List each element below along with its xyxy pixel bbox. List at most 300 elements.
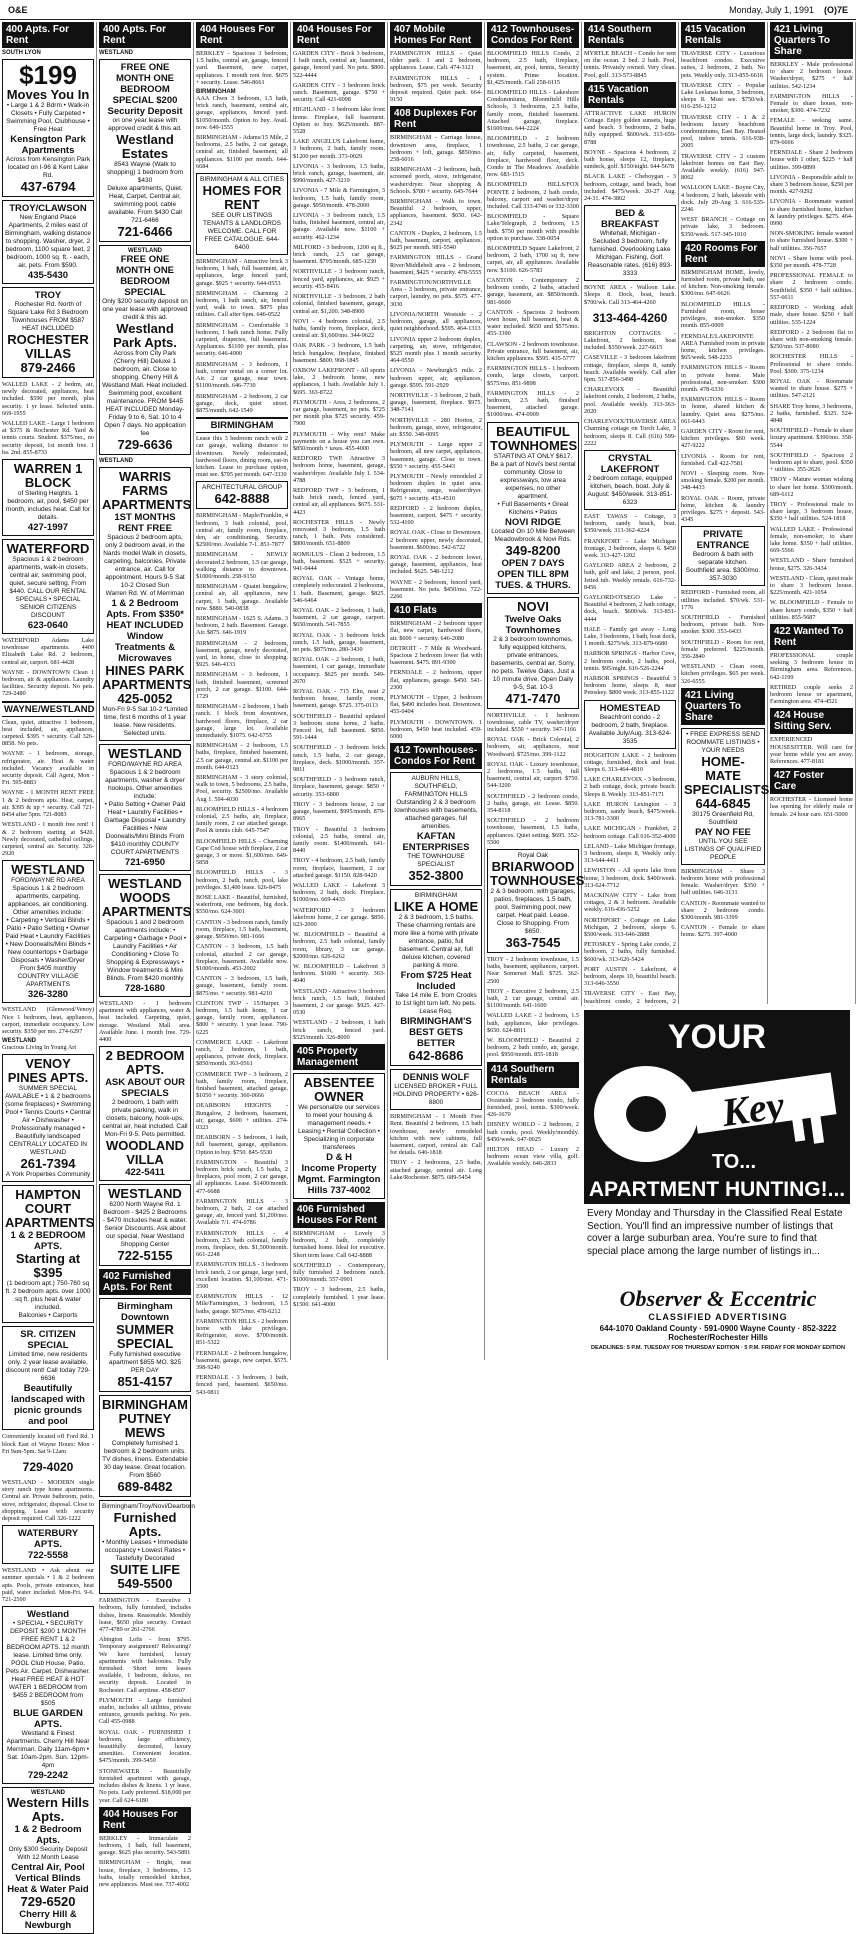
- ad-line: WESTLAND: [11, 862, 85, 878]
- ad-line: SUMMER SPECIAL: [116, 1322, 174, 1352]
- classified-ad: LELAND - Lake Michigan frontage, 3 bedroom, sleeps 8, Weekly only. 313-644-4411: [584, 842, 676, 865]
- promo-hunting: APARTMENT HUNTING!...: [588, 1178, 846, 1201]
- ad-line: 1 & 2 Bedroom Apts.: [14, 1824, 82, 1847]
- ad-line: 722-5155: [117, 1248, 173, 1264]
- ad-line: on one year lease with approved credit & this ad.: [108, 117, 182, 132]
- phone-number: 729-4020: [22, 1459, 74, 1474]
- ad-line: Completely furnished 1 bedroom & 2 bedroom units. TV dishes, linens. Extendable 30 day lease. Great location. From $560: [102, 1440, 188, 1480]
- display-ad: [2, 1054, 94, 1182]
- ad-line: BIRMINGHAM PUTNEY MEWS: [102, 1397, 188, 1441]
- classified-ad: LEWISTON - All sports lake front home, 3 bedroom, dock. $400/week. 313-624-7712: [584, 867, 676, 889]
- classified-ad: REDFORD TWP - 3 bedroom, 1 bath brick ranch, fenced yard, central air, all appliances. $675. 531-4423: [293, 486, 385, 516]
- classified-ad: BLOOMFIELD HILLS - Furnished room, house privileges, non-smoker. $350 month. 855-0009: [681, 300, 765, 330]
- key-icon: [584, 1010, 850, 1204]
- ad-line: Only $300 Security Deposit With 12 Month Lease: [8, 1846, 88, 1862]
- classified-ad: ROYAL OAK - 2 bedroom, 1 bath, basement, 1 car garage, immediate occupancy. $625 per month. 549-2670: [293, 656, 385, 685]
- display-ad: [99, 1500, 195, 1594]
- classified-ad: BIRMINGHAM - Maple/Franklin, 4 bedroom, 3 bath colonial, pool, central air, family room, fireplace, den, air conditioning. Security. $2500/mo. Available 7-1. 851-7877: [196, 512, 288, 549]
- ad-line: 363-7545: [505, 935, 561, 950]
- ad-line: BIRMINGHAM & ALL CITIES: [200, 176, 284, 184]
- classified-ad: TRAVERSE CITY - Luxurious beachfront condos. Executive suites, 2 bedroom, 2 bath. No pets. Weekly only. 313-855-6616: [681, 50, 765, 79]
- ad-line: Royal Oak: [517, 852, 549, 859]
- ad-line: Across from City Park (Cherry Hill) Deluxe 1 bedroom, air. Close to shopping. Cherry Hill & Westland Mall. Heat included. Swimming pool, excellent maintenance. FROM $445 HEAT INCLUDED Monday-Friday 9 to 6, Sat. 10 to 4 Open 7 days. No application fee: [102, 350, 188, 437]
- classified-ad: GARDEN CITY - Room for rent, kitchen privileges. $60 week. 427-9222: [681, 427, 765, 450]
- classified-ad: W. BLOOMFIELD - Beautiful 2 bedroom, 2 bath condo, air, garage, pool. $950/month. 855-1818: [487, 1037, 579, 1059]
- category-header: 404 Houses For Rent: [196, 22, 288, 48]
- ad-line: 2 & 3 bedroom, 1.5 baths. These charming rentals are more like a home with private entrance, patio, full basement. Central air, full deluxe kitchen, covered parking & more.: [393, 914, 479, 970]
- classified-ad: ROCHESTER - Licensed home has opening for elderly male or female. 24 hour care. 651-5000: [770, 796, 853, 818]
- classified-ad: FARMINGTON HILLS - Room in home, shared kitchen & laundry. Quiet area. $275/mo. 661-6443: [681, 396, 765, 425]
- classified-ad: ROYAL OAK - FURNISHED 1 bedroom, large efficiency, beautifully decorated, luxury amenities. Convenient location. $475/month. 399-5450: [99, 1728, 191, 1765]
- classified-ad: BIRMINGHAM - 1625 S. Adams. 3 bedroom, 2 bath. Basement. Garage. Air. $875. 646-1919: [196, 614, 288, 637]
- ad-line: Balconies • Carports: [18, 1312, 78, 1320]
- ad-line: HOMES FOR RENT: [202, 183, 282, 213]
- masthead: [0, 0, 856, 20]
- ad-line: Across from Kensington Park located on I-96 & Kent Lake Rd.: [5, 156, 91, 179]
- classified-ad: STONEWATER - Beautifully furnished apartment with garage, includes dishes & linens. 1 yr lease. No pets. Lady preferred. $18,000 per year. Call 624-6180: [99, 1767, 191, 1804]
- ad-line: 2 & 3 bedroom, with garages, patios, fireplaces, 1.5 bath, pool. Swimming pool, new carpet. Heat paid. Lease. Close to Shopping. From $650.: [490, 888, 576, 935]
- classified-ad: REDFORD - Furnished room, all utilities included. $70/wk. 531-1776: [681, 589, 765, 611]
- classified-ad: TRAVERSE CITY - East Bay, beachfront condo, 2 bedroom, 2: [584, 990, 676, 1005]
- ad-line: CRYSTAL LAKEFRONT: [600, 452, 660, 475]
- classified-ad: BERKLEY - Spacious 3 bedroom, 1.5 baths, central air, garage, fenced yard. Basement, new carpet, appliances. 1 month rent free. $675 + security. Lease. 546-8661: [196, 50, 288, 86]
- classified-ad: NOVI - 4 bedroom colonial, 2.5 baths, family room, fireplace, deck, central air. $1,600/mo. 344-9622: [293, 317, 385, 340]
- ad-line: Westland: [26, 1609, 70, 1621]
- display-ad: [2, 1787, 94, 1934]
- ad-line: 422-5411: [125, 1167, 165, 1179]
- display-ad: [487, 849, 585, 953]
- category-header: 414 Southern Rentals: [584, 22, 676, 48]
- classified-ad: FARMINGTON - Beautiful 3 bedroom brick ranch, 1.5 baths, 2 fireplaces, pool room, 2 car garage, all appliances. Lease. $1400/month. 477-6688: [196, 1158, 288, 1195]
- ad-line: 642-8888: [214, 491, 270, 507]
- classified-ad: LIVONIA - 7 Mile & Farmington, 3 bedroom, 1.5 bath, family room, garage. $950/month. 478-2000: [293, 187, 385, 209]
- ad-line: 2 & 3 bedroom townhomes, fully equipped kitchens, private entrances, basements, central air. Sorry, no pets. Twelve Oaks. Just a 10 minute drive. Open Daily 9-5, Sat. 10-3: [490, 635, 576, 691]
- ad-line: FORD/WAYNE RD AREA Spacious 1 & 2 bedroom apartments, washer & dryer hookups. Other amenities include:: [105, 761, 185, 800]
- display-ad: [2, 1326, 94, 1430]
- ad-line: D & H: [326, 1151, 352, 1163]
- classified-ad: ATTRACTIVE LAKE HURON Cottage. Enjoy golden sunsets, huge sand beach. 3 bedrooms, 2 baths, fully equipped. $600/wk. 313-659-8788: [584, 109, 676, 146]
- classified-ad: BERKLEY - Male professional to share 2 bedroom house. Washer/dryer, $275 + half utilities. 542-1234: [770, 61, 853, 90]
- ad-line: PRIVATE ENTRANCE: [696, 529, 750, 552]
- classified-ad: CASEVILLE - 3 bedroom lakefront cottage, fireplace, sleeps 8, sandy beach. Available weekly. Call after 6pm. 517-856-3498: [584, 354, 676, 384]
- category-header: 420 Rooms For Rent: [681, 241, 765, 267]
- classified-ad: PROFESSIONAL FEMALE to share 2 bedroom condo. Southfield. $350 + half utilities. 557-6611: [770, 272, 853, 301]
- classified-ad: FARMINGTON HILLS - 3 bedroom, 2 bath, 2 car attached garage, air, fenced yard. $1,200/mo. Available 7/1. 474-0786: [196, 1197, 288, 1227]
- display-ad: [2, 860, 94, 1003]
- classified-ad: HARBOR SPRINGS - Beautiful 3 bedroom home, sleeps 8, near Petoskey. $800 week. 313-855-1122: [584, 674, 676, 697]
- promo-key-illustration: [584, 1010, 850, 1204]
- display-ad: [2, 539, 94, 634]
- ad-line: Starting at $395: [15, 1251, 81, 1281]
- classified-ad: DEARBORN HEIGHTS - Bungalow, 2 bedroom, basement, air, garage, $600 + utilities. 274-0323: [196, 1102, 288, 1131]
- classified-ad: BLOOMFIELD HILLS - 4 bedroom colonial, 2.5 baths, air, fireplace, family room, 2 car attached garage. Pool & tennis club. 645-7547: [196, 805, 288, 835]
- ad-line: BIRMINGHAM: [414, 892, 458, 900]
- ad-line: 1 & 2 Bedroom Apts. From $350* HEAT INCLUDED Window Treatments & Microwaves: [106, 598, 184, 664]
- column-c9: [768, 22, 856, 1004]
- column-c5: [388, 22, 485, 1360]
- ad-line: Whitehall, Michigan - Secluded 3 bedroom, fully furnished. Overlooking Lake Michigan. Fishing, Golf. Reasonable rates. (616) 893-3333: [587, 230, 673, 278]
- classified-ad: BIRMINGHAM - Share 3 bedroom home with professional female. Washer/dryer. $350 + half utilities. 646-3131: [681, 867, 765, 897]
- classified-ad: TRAVERSE CITY - 1 & 2 bedroom luxury beachfront condominiums, East Bay. Heated pool, indoor tennis. 616-938-2005: [681, 113, 765, 150]
- ad-line: DENNIS WOLF: [402, 1072, 470, 1084]
- classified-ad: BLOOMFIELD - 2 bedroom townhouse, 2.5 baths, 2 car garage, air, fully carpeted, basement, fireplace, hardwood floor, deck. Condo in The Meadows. Available now. 683-1515: [487, 135, 579, 179]
- classified-ad: BLOOMFIELD - Square Lake/Telegraph, 2 bedroom, 1.5 bath. $750 per month with possible option to purchase. 338-0054: [487, 213, 579, 242]
- classified-ad: BIRMINGHAM - NEWLY decorated 2 bedroom, 1.5 car garage, walking distance to downtown. $1000/month. 258-9150: [196, 551, 288, 580]
- classified-ad: CHARLEVOIX - Beautiful lakefront condo, 2 bedroom, 2 baths, pool. Available weekly. 313-363-2020: [584, 386, 676, 415]
- promo-key-word: Key: [719, 1081, 787, 1136]
- classified-ad: ROYAL OAK - Luxury townhouse, 2 bedrooms, 1.5 baths, full basement, central air, carport. $750. 544-3200: [487, 760, 579, 790]
- classified-ad: LIVONIA - Roommate wanted to share furnished home, kitchen & laundry privileges. $275. 464-0990: [770, 198, 853, 228]
- classified-ad: WALLED LAKE - Lakefront 3 bedroom, 2 bath, dock. Fireplace. $1000/mo. 669-4433: [293, 881, 385, 904]
- classified-ad: W. BLOOMFIELD - Lakefront 3 bedroom. $1600 + security. 363-4040: [293, 962, 385, 985]
- ad-line: 6200 North Wayne Rd. 1 Bedroom - $425 2 Bedrooms - $470 Includes heat & water. Senior Discounts. Ask about our special. Near Westland Shopping Center: [102, 1201, 188, 1249]
- ad-line: NOVI: [517, 598, 549, 614]
- classified-ad: WATERFORD - 3 bedroom lakefront home, 2 car garage. $850. 623-2000: [293, 906, 385, 928]
- category-header: 412 Townhouses-Condos For Rent: [390, 743, 482, 769]
- classified-ad: BLOOMFIELD Square Lakefront, 2 bedroom, 2 bath, 1700 sq ft, new carpet, air, all appliances. Available now. $1100. 626-5783: [487, 245, 579, 274]
- classified-ad: BOSE LAKE - Beautiful, furnished, waterfront, one bedroom, big dock. $550/mo. 624-3001: [196, 894, 288, 916]
- classified-ad: PLYMOUTH - Large furnished studio, includes all utilities, private entrance, grounds parking. No pets. Call 455-0988: [99, 1696, 191, 1726]
- ad-line: Central Air, Pool Vertical Blinds Heat & Water Paid: [7, 1862, 89, 1896]
- ad-line: We personalize our services to meet your housing & management needs. • Leasing • Rental Collection • Specializing in corporate transferees: [298, 1103, 380, 1151]
- ad-line: 722-5558: [27, 1550, 69, 1562]
- ad-line: FORD/WAYNE RD AREA Spacious 1 & 2 bedroom apartments, carpeting, appliances, air conditioning. Other amenities include:: [7, 877, 89, 917]
- ad-line: Westland & Finest Apartments. Cherry Hill Near Merriman. Daily 11am-6pm • Sat. 10am-2pm. Sun. 12pm-4pm: [6, 1730, 90, 1770]
- classified-ad: WALLED LAKE - Professional female, non-smoker, to share lake home. $350 + half utilities. 669-5566: [770, 525, 853, 555]
- classified-ad: SOUTHFIELD - 2 bedroom townhouse, basement, 1.5 baths, appliances. Quiet setting. $695. 352-5500: [487, 817, 579, 846]
- classified-ad: PLYMOUTH - Area, 2 bedrooms, 2 car garage, basement, no pets. $725 per month plus $725 security. 459-7900: [293, 398, 385, 428]
- ad-line: WESTLAND: [31, 1790, 65, 1797]
- category-header: 421 Living Quarters To Share: [770, 22, 853, 59]
- ad-line: WESTLAND: [128, 248, 162, 254]
- classified-ad: CHARLEVOIX/TRAVERSE AREA Charming cottage on Torch Lake, 3 bedroom, sleeps 8. Call (616) 599-2222: [584, 418, 676, 447]
- ad-line: 879-2466: [20, 360, 76, 375]
- ad-line: OPEN 7 DAYS: [501, 557, 565, 569]
- ad-line: Spacious 1 and 2 bedroom apartments include: • Carpeting • Garbage • Pool • Laundry Facilities • Air Conditioning • Close To Shopping & Expressways • Window treatments & Mini Blinds. From $420 monthly: [103, 919, 187, 982]
- classified-ad: BIRMINGHAM - Walk to town. Beautiful 2 bedroom, upper, appliances, basement. $650. 642-2342: [390, 198, 482, 227]
- classified-ad: GARDEN CITY - 3 bedroom brick ranch. Basement, garage. $750 + security. Call 421-6098: [293, 81, 385, 104]
- display-ad: [2, 1606, 94, 1784]
- logo-name: Observer & Eccentric: [619, 1286, 817, 1311]
- classified-ad: WESTLAND - 1 month free rent! 1 & 2 bedroom starting at $420. Newly decorated, cathedral ceilings, carpeted, central air. Security. 326-2920: [2, 821, 94, 858]
- classified-ad: REDFORD - 2 bedroom flat to share with non-smoking female. $250/mo. 537-8080: [770, 328, 853, 351]
- ad-line: Westland Estates: [116, 132, 174, 161]
- classified-ad: BIRMINGHAM - 2 bedroom, basement, garage, newly decorated, yard, in home, close to shopping. $925. 646-4133: [196, 639, 288, 669]
- ad-line: Bedroom & bath with separate kitchen. Southfield area. $300/mo. 357-3030: [685, 551, 761, 583]
- ad-line: ARCHITECTURAL GROUP: [202, 484, 282, 492]
- ad-line: 30175 Greenfield Rd, Southfield: [692, 810, 754, 826]
- classified-ad: HIGHLAND - 3 bedroom lake front home. Fireplace, full basement. Option to buy. $625/month. 887-5528: [293, 106, 385, 136]
- display-ad: [681, 728, 770, 865]
- display-ad: [2, 1525, 94, 1564]
- classified-ad: REDFORD TWP. Attractive 3 bedroom home, basement, garage, washer/dryer. Available July 1. 534-4788: [293, 455, 385, 484]
- classified-ad: GAYLORD/OTSEGO Lake - Beautiful 4 bedroom, 2 bath cottage, dock, beach. $600/wk. 313-851-4444: [584, 593, 676, 623]
- display-ad: [2, 1185, 94, 1323]
- ad-line: • Patio Setting • Owner Paid Heat • Laundry Facilities • Garbage Disposal • Laundry Facilities • New Doorwalls/Mini Blinds From $410 monthly COUNTY COURT APARTMENTS: [104, 801, 186, 856]
- classified-ad: TRAVERSE CITY - 2 custom lakefront homes on East Bay. Available weekly. (616) 947-8062: [681, 152, 765, 182]
- classified-ad: TROY - 2 bedrooms, 2.5 baths, attached garage, central air. Long Lake/Rochester. $875. 689-5454: [390, 1159, 482, 1181]
- promo-deadline: DEADLINES: 5 P.M. TUESDAY FOR THURSDAY EDITION · 5 P.M. FRIDAY FOR MONDAY EDITION: [590, 1345, 846, 1351]
- ad-line: BEAUTIFUL TOWNHOMES: [490, 423, 578, 453]
- ad-line: 721-6950: [124, 857, 166, 868]
- classified-ad: BLOOMFIELD HILLS - Charming Cape Cod house with fireplace, 2 car garage, 3 or more. $1,600/mo. 649-5858: [196, 837, 288, 867]
- ad-line: • Large 1 & 2 Bdrm • Walk-in Closets • Fully Carpeted • Swimming Pool, Clubhouse • Free Heat: [6, 102, 90, 133]
- classified-ad: PLYMOUTH - Upper, 2 bedroom flat, $490 includes heat. Downtown. 455-0404: [390, 694, 482, 716]
- classified-ad: HILTON HEAD - Luxury 2 bedroom ocean view villa, golf. Available weekly. 646-2833: [487, 1146, 579, 1168]
- column-c2: [97, 22, 195, 1888]
- ad-line: STARTING AT ONLY $617. Be a part of Novi's best rental community. Close to expressways, low area expenses, no other apartment.: [490, 452, 576, 500]
- classified-ad: BLOOMFIELD HILLS/FOX POINTE 2 bedroom, 2 bath condo, balcony, carport and washer/dryer included. Call 333-4746 or 332-3300: [487, 181, 579, 211]
- display-ad: [99, 59, 191, 242]
- classified-ad: REDFORD - Working adult male, share house. $250 + half utilities. 535-1224: [770, 304, 853, 326]
- ad-line: WATERFORD: [6, 541, 90, 557]
- display-ad: [390, 889, 482, 1066]
- category-header: 407 Mobile Homes For Rent: [390, 22, 482, 48]
- ad-line: Cherry Hill & Newburgh: [19, 1909, 77, 1932]
- ad-line: WESTLAND: [108, 1186, 182, 1202]
- classified-ad: SOUTHFIELD - Furnished bedroom, private bath. Non-smoker. $300. 353-6433: [681, 613, 765, 636]
- classified-ad: ROYAL OAK - 715 Elm, neat 2 bedroom house, family room, basement, garage. $725. 375-0113: [293, 688, 385, 710]
- classified-ad: COCOA BEACH AREA - Oceanside 2 bedroom condo, fully furnished, pool, tennis. $300/week. 426-1670: [487, 1089, 579, 1119]
- city-label: WESTLAND: [99, 50, 133, 56]
- classified-ad: BIRMINGHAM - 2 bedroom, bath, screened porch, stove, refrigerator, washer/dryer. Near shopping & Schools. $780 + security. 645-7644: [390, 166, 482, 195]
- issue-date: Monday, July 1, 1991: [729, 4, 814, 15]
- ad-line: AUBURN HILLS, SOUTHFIELD, FARMINGTON HILLS: [404, 775, 468, 799]
- subheader: BIRMINGHAM: [196, 417, 288, 433]
- classified-ad: BLOOMFIELD HILLS - 3 bedroom, 2 bath, ranch, pool, lake privileges. $1,400 lease. 626-8475: [196, 869, 288, 891]
- classified-ad: WESTLAND - 2 bedroom, 1 bath brick ranch, fenced yard. $525/month. 326-8000: [293, 1019, 385, 1041]
- classified-ad: WAYNE - 2 bedroom, fenced yard, basement. No pets. $450/mo. 722-2266: [390, 578, 482, 600]
- ad-line: $199: [19, 60, 77, 90]
- promo-your: YOUR: [667, 1018, 767, 1056]
- category-header: 410 Flats: [390, 603, 482, 618]
- ad-line: WATERBURY APTS.: [17, 1528, 79, 1551]
- column-c8: [679, 22, 768, 1004]
- ad-line: Limited time, new residents only. 2 year lease available, discount rent! Call today 729-6636: [5, 1351, 91, 1383]
- ad-line: TROY/CLAWSON: [9, 203, 87, 214]
- classified-ad: DISNEY WORLD - 2 bedroom, 2 bath condo, pool. Weekly/monthly. $450/week. 647-0025: [487, 1121, 579, 1143]
- ad-line: 435-5430: [27, 270, 69, 281]
- ad-line: 721-6466: [117, 224, 173, 239]
- classified-ad: NOVI - Share home with pool. $350 per month. 478-7728: [770, 254, 853, 270]
- category-header: 400 Apts. For Rent: [99, 22, 191, 48]
- ad-line: WESTLAND: [108, 746, 182, 761]
- column-c6: [485, 22, 585, 1360]
- classified-ad: FARMINGTON HILLS - Grand River/Middlebelt area - 2 bedroom, basement, $425 + security. 478-5555: [390, 254, 482, 276]
- classified-ad: BIRMINGHAM - 1 Month Free Rent. Beautiful 2 bedroom, 1.5 bath townhouse, newly remodeled kitchen with new cabinets, full basement, carport, central air. Call for details. 646-1818: [390, 1113, 482, 1157]
- ad-line: Spacious 1 & 2 bedroom apartments, walk-in closets, central air, swimming pool, quiet, secure setting. From $440. CALL OUR RENTAL SPECIALS • SPECIAL SENIOR CITIZENS DISCOUNT: [7, 556, 89, 620]
- classified-ad: WAYNE - 1 bedroom, storage, refrigerator, air. Heat & water included. Vacancy available in security deposit. Call Agent, Mon - Fri. 595-8883: [2, 750, 94, 787]
- ad-line: SEE OUR LISTINGS TENANTS & LANDLORDS WELCOME. CALL FOR FREE CATALOGUE. 644-6400: [202, 212, 282, 252]
- classified-ad: LIVONIA - Newburgh/5 mile. 2 bedroom upper, air, appliances, garage. $595. 591-2929: [390, 367, 482, 389]
- display-ad: [2, 287, 94, 378]
- classified-ad: GARDEN CITY - Brick 3 bedroom, 1 bath ranch, central air, basement, garage, fenced yard. No pets. $800. 522-4444: [293, 50, 385, 79]
- classified-ad: BOYNE - Spacious 4 bedroom, 2 bath house, sleeps 12, fireplace, sundeck, golf. $150/night. 644-5678: [584, 148, 676, 171]
- classified-ad: ROYAL OAK - 2 bedroom lower, garage, basement, appliances, heat included. $625. 548-1212: [390, 553, 482, 576]
- ad-line: FREE ONE MONTH ONE BEDROOM SPECIAL: [115, 254, 175, 298]
- classified-ad: LAKE HURON Lexington - 3 bedroom, sandy beach, $475/week. 313-781-3300: [584, 800, 676, 823]
- classified-ad: PLYMOUTH - Newly remodeled 2 bedroom duplex in quiet area. Refrigerator, range, washer/dryer. $675 + security. 453-4510: [390, 472, 482, 502]
- ad-line: Mon-Fri 9-5 Sat 10-2 *Limited time, first 6 months of 1 year lease. New residents. Selected units.: [102, 706, 188, 737]
- display-ad: [2, 59, 94, 197]
- ad-line: WARREN 1 BLOCK: [13, 461, 83, 491]
- classified-ad: LIVONIA - Responsible adult to share 3 bedroom house, $250 per month. 427-9292: [770, 173, 853, 196]
- ad-line: 1 & 2 BEDROOM APTS.: [10, 1230, 86, 1253]
- city-label: WESTLAND: [99, 458, 133, 464]
- classified-ad: WESTLAND - Clean room, kitchen privileges. $65 per week. 326-6555: [681, 663, 765, 685]
- classified-ad: BOYNE AREA - Walloon Lake. Sleeps 8. Dock, boat, beach. $700/wk. Call 313-464-4260: [584, 284, 676, 306]
- classified-ad: LAKE CHARLEVOIX - 3 bedroom, 2 bath cottage, dock, private beach. Sleeps 8. Weekly. 313-851-7171: [584, 776, 676, 798]
- classified-ad: FARMINGTON HILLS - 4 bedroom, 2.5 bath colonial, family room, fireplace, den. $1,500/month. 661-2248: [196, 1229, 288, 1259]
- classified-ad: WATERFORD Adams Lake townhouse apartments. 4400 Elizabeth Lake Rd. 2 bedroom, central air, carport. 681-4428: [2, 637, 94, 666]
- category-header: 406 Furnished Houses For Rent: [293, 1202, 385, 1228]
- ad-line: 549-5500: [117, 1576, 173, 1592]
- ad-line: Take 14 mile E. from Crooks to 1st light turn left. No pets. Lease Req.: [395, 992, 477, 1016]
- classified-ad: WALLED LAKE - Large 1 bedroom at $375 & Rochester Rd. Yard & tennis courts. Student. $375/mo., no security deposit, 1st month free. 1 ba. 2nd. 855-8733: [2, 420, 94, 456]
- classified-ad: BIRMINGHAM - Carriage house, downtown area, fireplace, 1 bedroom + loft, garage. $850/mo. 258-6016: [390, 134, 482, 164]
- display-ad: [584, 450, 676, 510]
- ad-line: Deluxe apartments, Quiet. Heat, Carpet, Central air, swimming pool, cable available. From $430 Call 721-6466: [107, 185, 183, 224]
- ad-line: Outstanding 2 & 3 bedroom townhouses with basements, attached garages, full amenities.: [394, 799, 478, 831]
- classified-ad: ROYAL OAK - Roommate wanted to share house. $275 + utilities. 547-2121: [770, 377, 853, 400]
- ad-line: 2 bedroom, 1 bath with private parking, walk in closets, balcony, hook-ups, central air, heat included. Call Mon-Fri 9-5. Pets permitted.: [102, 1099, 188, 1139]
- classified-ad: WALLED LAKE - 2 bedroom, 1.5 bath, appliances, lake privileges. $650. 624-8811: [487, 1012, 579, 1034]
- display-ad: [196, 481, 288, 509]
- logo-sub: CLASSIFIED ADVERTISING: [648, 1312, 788, 1322]
- display-ad: [99, 874, 191, 997]
- display-ad: [99, 1184, 191, 1266]
- classified-ad: WESTLAND - Clean, quiet male to share 3 bedroom house. $225/month. 421-1054: [770, 574, 853, 597]
- classified-ad: CANTON - 3 bedroom ranch, family room, fireplace, 1.5 bath, basement, garage. $950/mo. 981-1666: [196, 918, 288, 941]
- classified-ad: CANTON - Duplex, 2 bedroom, 1.5 bath, basement, carport, appliances. $625 per month. 981-5540: [390, 229, 482, 252]
- classified-ad: PORT AUSTIN - Lakefront, 4 bedroom, sleeps 10, beautiful beach. 313-646-3550: [584, 965, 676, 988]
- classified-ad: EXPERIENCED HOUSESITTER. Will care for your home while you are away. References. 477-8181: [770, 736, 853, 766]
- classified-ad: WESTLAND - Share furnished house, $275. 326-3434: [770, 557, 853, 572]
- promo-phones: 644-1070 Oakland County · 591-0900 Wayne County · 852-3222 Rochester/Rochester Hills: [599, 1324, 837, 1342]
- classified-ad: TROY - 3 bedroom, 2.5 baths, completely furnished. 1 year lease. $1500. 641-4000: [293, 1286, 385, 1308]
- classified-ad: NORTHPORT - Cottage on Lake Michigan, 2 bedroom, sleeps 6. $500/week. 313-646-2888: [584, 916, 676, 939]
- classified-ad: DEARBORN - 3 bedroom, 1 bath, full basement, garage, appliances. Option to buy. $750. 845-5530: [196, 1134, 288, 1156]
- classified-ad: ROCHESTER HILLS - Professional to share condo. Pool. $300. 375-1234: [770, 353, 853, 375]
- ad-line: Located On 10 Mile Between Meadowbrook & Novi Rds.: [491, 527, 575, 543]
- column-c3: [194, 22, 291, 1396]
- ad-line: Beautifully landscaped with picnic grounds and pool: [11, 1383, 85, 1428]
- classified-ad: BIRMINGHAM - Lovely 3 bedroom, 2 bath, completely furnished home. Ideal for executive. Short term lease. Call 642-8888: [293, 1229, 385, 1259]
- ad-line: VENOY PINES APTS.: [7, 1056, 89, 1086]
- classified-ad: Gracious Living In Young Art: [2, 1044, 77, 1052]
- column-c7: [582, 22, 679, 1004]
- ad-line: 728-1680: [124, 983, 166, 994]
- classified-ad: NORTHVILLE - 3 bedroom, 2 bath, garage, basement, fireplace. $975. 348-7141: [390, 391, 482, 414]
- city-label: WESTLAND: [2, 1038, 36, 1045]
- category-header: 402 Furnished Apts. For Rent: [99, 1269, 191, 1295]
- display-ad: [196, 173, 288, 255]
- ad-line: ABSENTEE OWNER: [303, 1074, 375, 1104]
- ad-line: BED & BREAKFAST: [600, 208, 660, 231]
- subheader: WAYNE/WESTLAND: [2, 701, 94, 717]
- classified-ad: NORTHVILLE - 3 bedroom, 2 bath colonial, finished basement, garage, central air. $1,200. 348-8900: [293, 293, 385, 315]
- phone-number: 313-464-4260: [592, 310, 668, 325]
- classified-ad: LIVONIA - Room for rent, furnished. Call 422-7581: [681, 452, 765, 467]
- classified-ad: LAKE MICHIGAN - Frankfort, 2 bedroom cottage. Call 616-352-4000: [584, 825, 676, 840]
- classified-ad: SHARE Troy home, 3 bedrooms, 2 baths, furnished. $325. 524-4848: [770, 402, 853, 424]
- category-header: 400 Apts. For Rent: [2, 22, 94, 48]
- classified-ad: PLYMOUTH - Large upper 2 bedroom, all new carpet, appliances, basement, garage. Close to town. $550 + security. 455-5443: [390, 441, 482, 470]
- classified-ad: WESTLAND - MODERN single story ranch type home apartments. Central air. Private bathroom, patio, stove, refrigerator, disposal. Close to shopping. Lease with security deposit required. Call 326-1222: [2, 1478, 94, 1522]
- display-ad: [99, 744, 191, 871]
- category-header: 404 Houses For Rent: [99, 1807, 191, 1833]
- classified-ad: BIRMINGHAM - Comfortable 3 bedroom, 1 bath ranch home. Fully carpeted, draperies, full basement. Appliances. $1100 per month, plus security. 646-4900: [196, 321, 288, 358]
- display-ad: [681, 526, 765, 586]
- classified-ad: FERNDALE - 2 bedroom, upper flat, appliances, garage. $450. 541-2300: [390, 669, 482, 691]
- ad-line: Moves You In: [6, 87, 90, 102]
- ad-line: WESTLAND WOODS APARTMENTS: [102, 876, 192, 919]
- ad-line: WARRIS FARMS APARTMENTS: [102, 469, 192, 512]
- classified-ad: Conveniently located off Ford Rd. 1 block East of Wayne Hours: Mon - Fri 9am-5pm. Sat 9-12am: [2, 1433, 94, 1455]
- classified-ad: OXBOW LAKEFRONT - All sports lake, 2 bedroom home, new appliances, 1 bath. Available July 1. $695. 363-8722: [293, 366, 385, 396]
- classified-ad: TROY - Mature woman wishing to share her home. $300/month. 689-6112: [770, 476, 853, 498]
- ad-line: Income Property Mgmt. Farmington Hills 737-4002: [297, 1162, 381, 1196]
- promo-logo: [587, 1286, 849, 1351]
- classified-ad: FERNDALE - 2 bedroom bungalow, basement, garage, new carpet. $575. 398-9240: [196, 1349, 288, 1372]
- classified-ad: CANTON - Roommate wanted to share 2 bedroom condo. $300/month. 981-3399: [681, 899, 765, 922]
- classified-ad: LIVONIA/NORTH Westside - 2 bedroom, garage, all appliances, quiet neighborhood. $595. 464-1313: [390, 310, 482, 333]
- ad-line: ASK ABOUT OUR SPECIALS: [105, 1077, 185, 1100]
- ad-line: Westland Park Apts.: [113, 321, 177, 350]
- classified-ad: WAYNE - 1 MONTH RENT FREE 1 & 2 bedroom apts. Heat, carpet, air. $395 & up + security. Call 721-8454 after 5pm. 721-8083: [2, 789, 94, 819]
- category-header: 412 Townhouses-Condos For Rent: [487, 22, 579, 48]
- ad-line: Furnished Apts.: [113, 1510, 177, 1540]
- ad-line: 623-0640: [27, 620, 69, 632]
- category-header: 421 Living Quarters To Share: [681, 688, 765, 725]
- ad-line: 437-6794: [20, 179, 76, 194]
- ad-line: Only $200 security deposit on one year lease with approved credit & this ad.: [102, 298, 188, 321]
- classified-ad: HOUGHTON LAKE - 2 bedroom cottage, furnished, dock and boat. Sleeps 6. 313-464-4810: [584, 751, 676, 773]
- classified-ad: DETROIT - 7 Mile & Woodward. Spacious 2 bedroom lower flat with basement. $475. 891-9300: [390, 644, 482, 667]
- promo-to: TO...: [711, 1151, 757, 1173]
- classified-ad: SOUTHFIELD - 3 bedroom brick ranch, 1.5 baths, 2 car garage, fireplace, deck. $1000/month. 357-9811: [293, 744, 385, 774]
- classified-ad: CANTON - Female to share home. $275. 397-4000: [681, 924, 765, 939]
- classified-ad: COMMERCE LAKE - Lakefront ranch, 2 bedroom, 1 bath, appliances, private dock, fireplace. $850/month. 363-0561: [196, 1038, 288, 1068]
- ad-line: • Carpeting • Vertical Blinds • Patio • Patio Setting • Owner Paid Heat • Laundry Facilities • New Doorwalls/Mini Blinds • New countertops • Garbage Disposals • Washer/Dryer From $405 monthly COUNTRY VILLAGE APARTMENTS: [5, 917, 91, 989]
- classified-ad: BLOOMFIELD HILLS Condo, 2 bedroom, 2.5 bath, fireplace, basement, air, pool, tennis, Security system. Prime location. $1,425/month. Call 258-6115: [487, 50, 579, 86]
- ad-line: Fully furnished executive apartment $855 MO. $25 PER DAY: [108, 1351, 182, 1375]
- display-ad: [99, 1046, 191, 1181]
- classified-ad: ROYAL OAK - Brick Colonial, 2 bedroom, air, appliances, near Woodward. $725/mo. 399-1122: [487, 736, 579, 758]
- classified-ad: ROYAL OAK - Close to Downtown. 2 bedroom upper, newly decorated, basement. $600/mo. 542-6722: [390, 529, 482, 551]
- category-header: 408 Duplexes For Rent: [390, 106, 482, 132]
- classified-ad: BIRMINGHAM - 2 bedroom upper flat, new carpet, hardwood floors, air. $600 + security. 646-2080: [390, 620, 482, 642]
- ad-line: 261-7394: [20, 1156, 76, 1172]
- classified-ad: BIRMINGHAM - Adams/15 Mile, 2 bedrooms, 2.5 baths, 2 car garage, central air, finished basement, all appliances. $1100 per month. 644-6684: [196, 134, 288, 170]
- classified-ad: MYRTLE BEACH - Condo for rent on the ocean. 2 bed. 2 bath. Pool, tennis. Privately owned. Very clean. Pool, golf. 313-573-8845: [584, 50, 676, 79]
- classified-ad: AAA Chwn 3 bedroom, 1.5 bath, brick ranch, basement, central air, garage, appliances, fenced yard. $1050/month. Option to buy. Avail. now. 649-1555: [196, 95, 288, 131]
- classified-ad: MACKINAW CITY - Lake front cottages, 2 & 3 bedroom. Available weekly. 616-436-5252: [584, 892, 676, 914]
- classified-ad: LAKE ANGELUS Lakefront home, 3 bedroom, 2 bath, family room. $1200 per month. 373-0029: [293, 138, 385, 160]
- classified-ad: MILFORD - 3 bedroom, 1200 sq ft., brick ranch, 2.5 car garage, basement. $795/month. 685-1230: [293, 243, 385, 266]
- ad-line: 644-6845: [695, 795, 751, 811]
- classified-ad: NOVI - Sleeping room. Non-smoking female. $200 per month. 348-4433: [681, 469, 765, 492]
- classified-ad: HARBOR SPRINGS - Harbor Cove, 2 bedroom condo, 2 baths, pool, tennis. $95/night. 616-526-2244: [584, 650, 676, 672]
- display-ad: [293, 1073, 385, 1199]
- classified-ad: PLYMOUTH - Why rent? Make payments on a house you can own. $850/month + taxes. 455-4000: [293, 430, 385, 452]
- classified-ad: CLAWSON - 2 bedroom townhouse. Private entrance, full basement, air, kitchen appliances. $595. 435-5777: [487, 340, 579, 362]
- promo-body: Every Monday and Thursday in the Classified Real Estate Section. You'll find an impressive number of listings that cover a large suburban area. You're sure to find that special place among the large number of listings in...: [587, 1208, 843, 1257]
- classified-ad: SOUTHFIELD - Beautiful updated 3 bedroom stone home, 2 baths. Fenced lot, full basement. $850. 591-1444: [293, 712, 385, 742]
- classified-ad: WESTLAND - 1 bedroom apartment with appliances, water & heat included. Carpeting, quiet, storage. Westland Mall area. Available June. 1 month free. 729-4400: [99, 1000, 191, 1044]
- section-label: O&E: [8, 4, 28, 15]
- classified-ad: BLACK LAKE - Cheboygan - 3 bedroom, cottage, sand beach, boat included. $475/week. 20-27 Aug. 24-31. 474-3802: [584, 173, 676, 203]
